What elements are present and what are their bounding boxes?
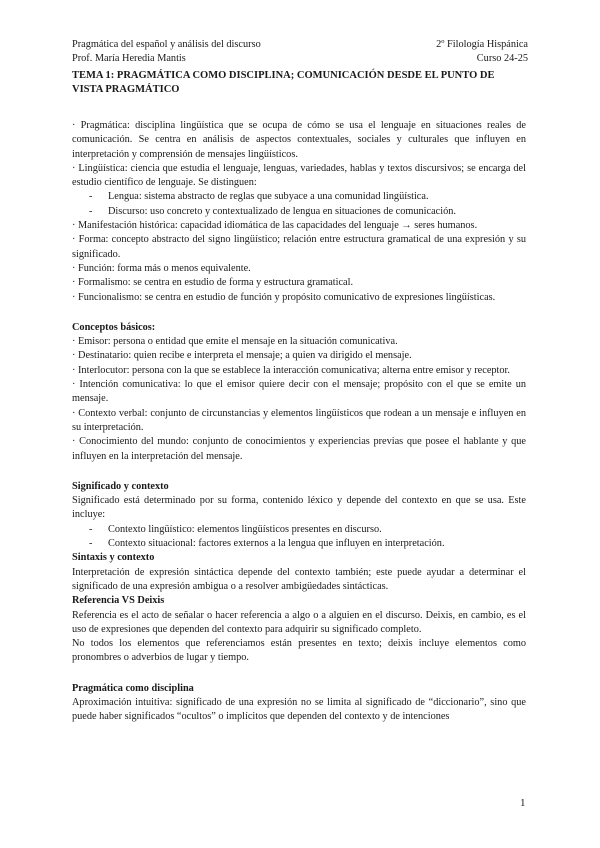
definition-manifestacion: · Manifestación histórica: capacidad idiomática de las capacidades del lenguaje → seres humanos.	[72, 220, 478, 232]
concept-item: · Emisor: persona o entidad que emite el mensaje en la situación comunicativa.	[72, 336, 398, 348]
document-title: TEMA 1: PRAGMÁTICA COMO DISCIPLINA; COMUNICACIÓN DESDE EL PUNTO DE VISTA PRAGMÁTICO	[72, 70, 495, 95]
concept-item: · Destinatario: quien recibe e interpreta el mensaje; a quien va dirigido el mensaje.	[72, 350, 412, 362]
list-item: - Discurso: uso concreto y contextualizado de lengua en situaciones de comunicación.	[89, 205, 456, 217]
concept-item: · Conocimiento del mundo: conjunto de conocimientos y experiencias previas que posee el hablante y que influyen en la interpretación del mensaje.	[72, 436, 526, 462]
course-title: Pragmática del español y análisis del discurso	[72, 39, 261, 50]
document-body	[72, 69, 526, 725]
referencia-text: Referencia es el acto de señalar o hacer referencia a algo o a alguien en el discurso. Deixis, en cambio, es el uso de expresiones que dependen del contexto para adquirir su significado completo.	[72, 609, 526, 635]
section-heading-referencia: Referencia VS Deixis	[72, 595, 165, 607]
definition-pragmatica: · Pragmática: disciplina lingüística que se ocupa de cómo se usa el lenguaje en situaciones reales de comunicación. Se centra en análisis de aspectos contextuales, sociales y culturales que influyen en interpretación y comprensión de mensajes lingüísticos.	[72, 120, 526, 160]
degree-label: 2º Filología Hispánica	[436, 39, 528, 50]
definition-formalismo: · Formalismo: se centra en estudio de forma y estructura gramatical.	[72, 277, 354, 289]
section-heading-sintaxis: Sintaxis y contexto	[72, 552, 155, 564]
definition-funcion: · Función: forma más o menos equivalente.	[72, 262, 251, 274]
list-item: - Lengua: sistema abstracto de reglas que subyace a una comunidad lingüística.	[89, 191, 429, 203]
pragmatica-disciplina-text: Aproximación intuitiva: significado de una expresión no se limita al significado de “diccionario”, sino que puede haber significados “ocultos” o implícitos que dependen del contexto y de intenciones	[72, 696, 526, 723]
concept-item: · Interlocutor: persona con la que se establece la interacción comunicativa; alterna entre emisor y receptor.	[72, 364, 510, 376]
term-label: Curso 24-25	[476, 53, 528, 64]
definition-funcionalismo: · Funcionalismo: se centra en estudio de función y propósito comunicativo de expresiones lingüísticas.	[72, 291, 496, 303]
list-item: - Contexto situacional: factores externos a la lengua que influyen en interpretación.	[89, 538, 445, 550]
concept-item: · Contexto verbal: conjunto de circunstancias y elementos lingüísticos que rodean a un mensaje e influyen en su interpretación.	[72, 407, 526, 433]
sintaxis-text: Interpretación de expresión sintáctica depende del contexto también; este puede ayudar a determinar el significado de una expresión ambigua o a resolver ambigüedades sintácticas.	[72, 566, 526, 592]
referencia-text: No todos los elementos que referenciamos están presentes en texto; deixis incluye elementos como pronombres o adverbios de lugar y tiempo.	[72, 638, 526, 664]
concept-item: · Intención comunicativa: lo que el emisor quiere decir con el mensaje; propósito con el que se emite un mensaje.	[72, 379, 526, 405]
section-heading-pragmatica: Pragmática como disciplina	[72, 682, 194, 694]
significado-text: Significado está determinado por su forma, contenido léxico y depende del contexto en que se usa. Este incluye:	[72, 495, 526, 521]
definition-linguistica: · Lingüística: ciencia que estudia el lenguaje, lenguas, variedades, hablas y textos discursivos; se encarga del estudio científico de lenguaje. Se distinguen:	[72, 162, 526, 189]
professor-name: Prof. María Heredia Mantis	[72, 53, 186, 64]
section-heading-significado: Significado y contexto	[72, 480, 169, 492]
list-item: - Contexto lingüístico: elementos lingüísticos presentes en discurso.	[89, 523, 382, 535]
page-header	[72, 38, 528, 66]
definition-forma: · Forma: concepto abstracto del signo lingüístico; relación entre estructura gramatical de una expresión y su significado.	[72, 234, 526, 260]
section-heading-conceptos: Conceptos básicos:	[72, 321, 156, 333]
page-number: 1	[520, 797, 526, 809]
